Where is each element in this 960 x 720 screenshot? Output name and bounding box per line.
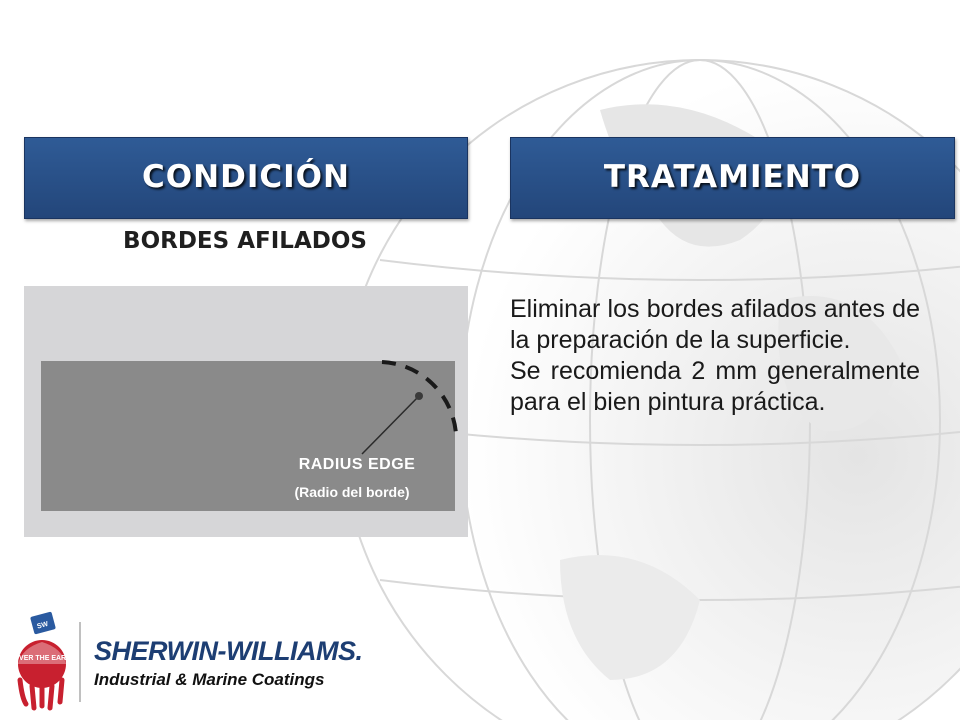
division-name: Industrial & Marine Coatings <box>94 670 325 689</box>
condition-title: BORDES AFILADOS <box>123 228 367 254</box>
treatment-text <box>510 294 920 418</box>
treatment-paragraph-1: Eliminar los bordes afilados antes de la preparación de la superficie. <box>510 295 920 354</box>
sherwin-williams-logo <box>12 608 363 712</box>
emblem-text: COVER THE EARTH <box>12 655 76 662</box>
logo-divider <box>79 622 81 702</box>
radius-edge-label: RADIUS EDGE <box>298 456 416 473</box>
treatment-header-label: TRATAMIENTO <box>603 159 862 195</box>
condition-header-label: CONDICIÓN <box>142 159 350 195</box>
cover-the-earth-emblem <box>12 608 78 712</box>
treatment-paragraph-2: Se recomienda 2 mm generalmente para el bien pintura práctica. <box>510 357 920 416</box>
brand-name: SHERWIN-WILLIAMS. <box>94 636 363 666</box>
radius-pointer-line <box>362 396 419 454</box>
radius-edge-sublabel: (Radio del borde) <box>294 484 410 500</box>
condition-header <box>24 137 468 219</box>
radius-center-dot <box>415 392 423 400</box>
treatment-header <box>510 137 955 219</box>
radius-edge-diagram <box>24 286 468 537</box>
emblem-initials: SW <box>36 620 50 631</box>
